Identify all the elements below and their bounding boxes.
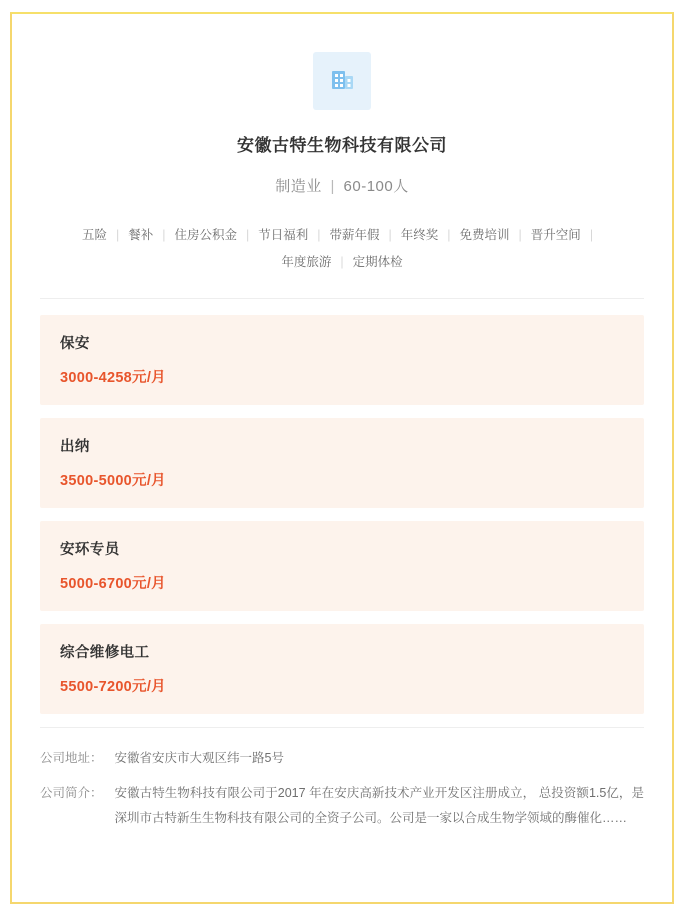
frame-notch [664,36,674,46]
company-industry: 制造业 [275,178,322,195]
intro-value: 安徽古特生物科技有限公司于2017 年在安庆高新技术产业开发区注册成立， 总投资额1.5亿，是深圳市古特新生生物科技有限公司的全资子公司。公司是一家以合成生物学领域的酶催化…… [114,786,644,825]
company-logo [313,52,371,110]
job-title: 安环专员 [60,542,120,558]
job-title: 保安 [60,336,90,352]
address-label: 公司地址： [40,751,103,765]
tag-separator: | [388,228,392,242]
job-item[interactable] [40,315,644,405]
frame-notch [10,36,20,46]
benefit-tag: 年终奖 [400,228,439,242]
company-info [40,728,644,831]
tag-separator: | [317,228,321,242]
company-name: 安徽古特生物科技有限公司 [237,136,447,155]
tag-separator: | [115,228,120,242]
company-size: 60-100人 [343,178,409,195]
intro-label: 公司简介： [40,786,103,800]
frame-notch [34,894,44,904]
job-item[interactable] [40,418,644,508]
job-item[interactable] [40,521,644,611]
benefit-tag: 定期体检 [352,255,403,269]
tag-separator: | [518,228,522,242]
address-value: 安徽省安庆市大观区纬一路5号 [114,751,284,765]
tag-separator: | [447,228,451,242]
company-meta [40,175,644,196]
office-building-icon [326,63,358,100]
company-card [10,12,674,904]
job-item[interactable] [40,624,644,714]
frame-notch [640,12,650,22]
job-salary: 3000-4258元/月 [60,370,166,386]
tag-separator: | [245,228,250,242]
benefit-tag: 住房公积金 [174,228,237,242]
job-salary: 5000-6700元/月 [60,576,166,592]
intro-row [40,781,644,831]
benefit-tag: 节日福利 [258,228,309,242]
tag-separator: | [162,228,166,242]
tag-separator: | [340,255,344,269]
benefit-tag: 带薪年假 [329,228,380,242]
frame-notch [10,870,20,880]
frame-notch [664,870,674,880]
benefit-tag: 餐补 [128,228,154,242]
benefit-tag: 免费培训 [459,228,510,242]
job-list [40,299,644,714]
address-row [40,746,644,771]
benefits-list [40,222,644,276]
job-salary: 5500-7200元/月 [60,679,166,695]
job-title: 出纳 [60,439,90,455]
logo-container [40,52,644,110]
job-salary: 3500-5000元/月 [60,473,166,489]
benefit-tag: 五险 [81,228,107,242]
meta-separator: | [330,178,335,195]
job-title: 综合维修电工 [60,645,150,661]
benefit-tag: 年度旅游 [281,255,332,269]
frame-notch [640,894,650,904]
frame-notch [34,12,44,22]
tag-separator: | [589,228,594,242]
benefit-tag: 晋升空间 [530,228,581,242]
